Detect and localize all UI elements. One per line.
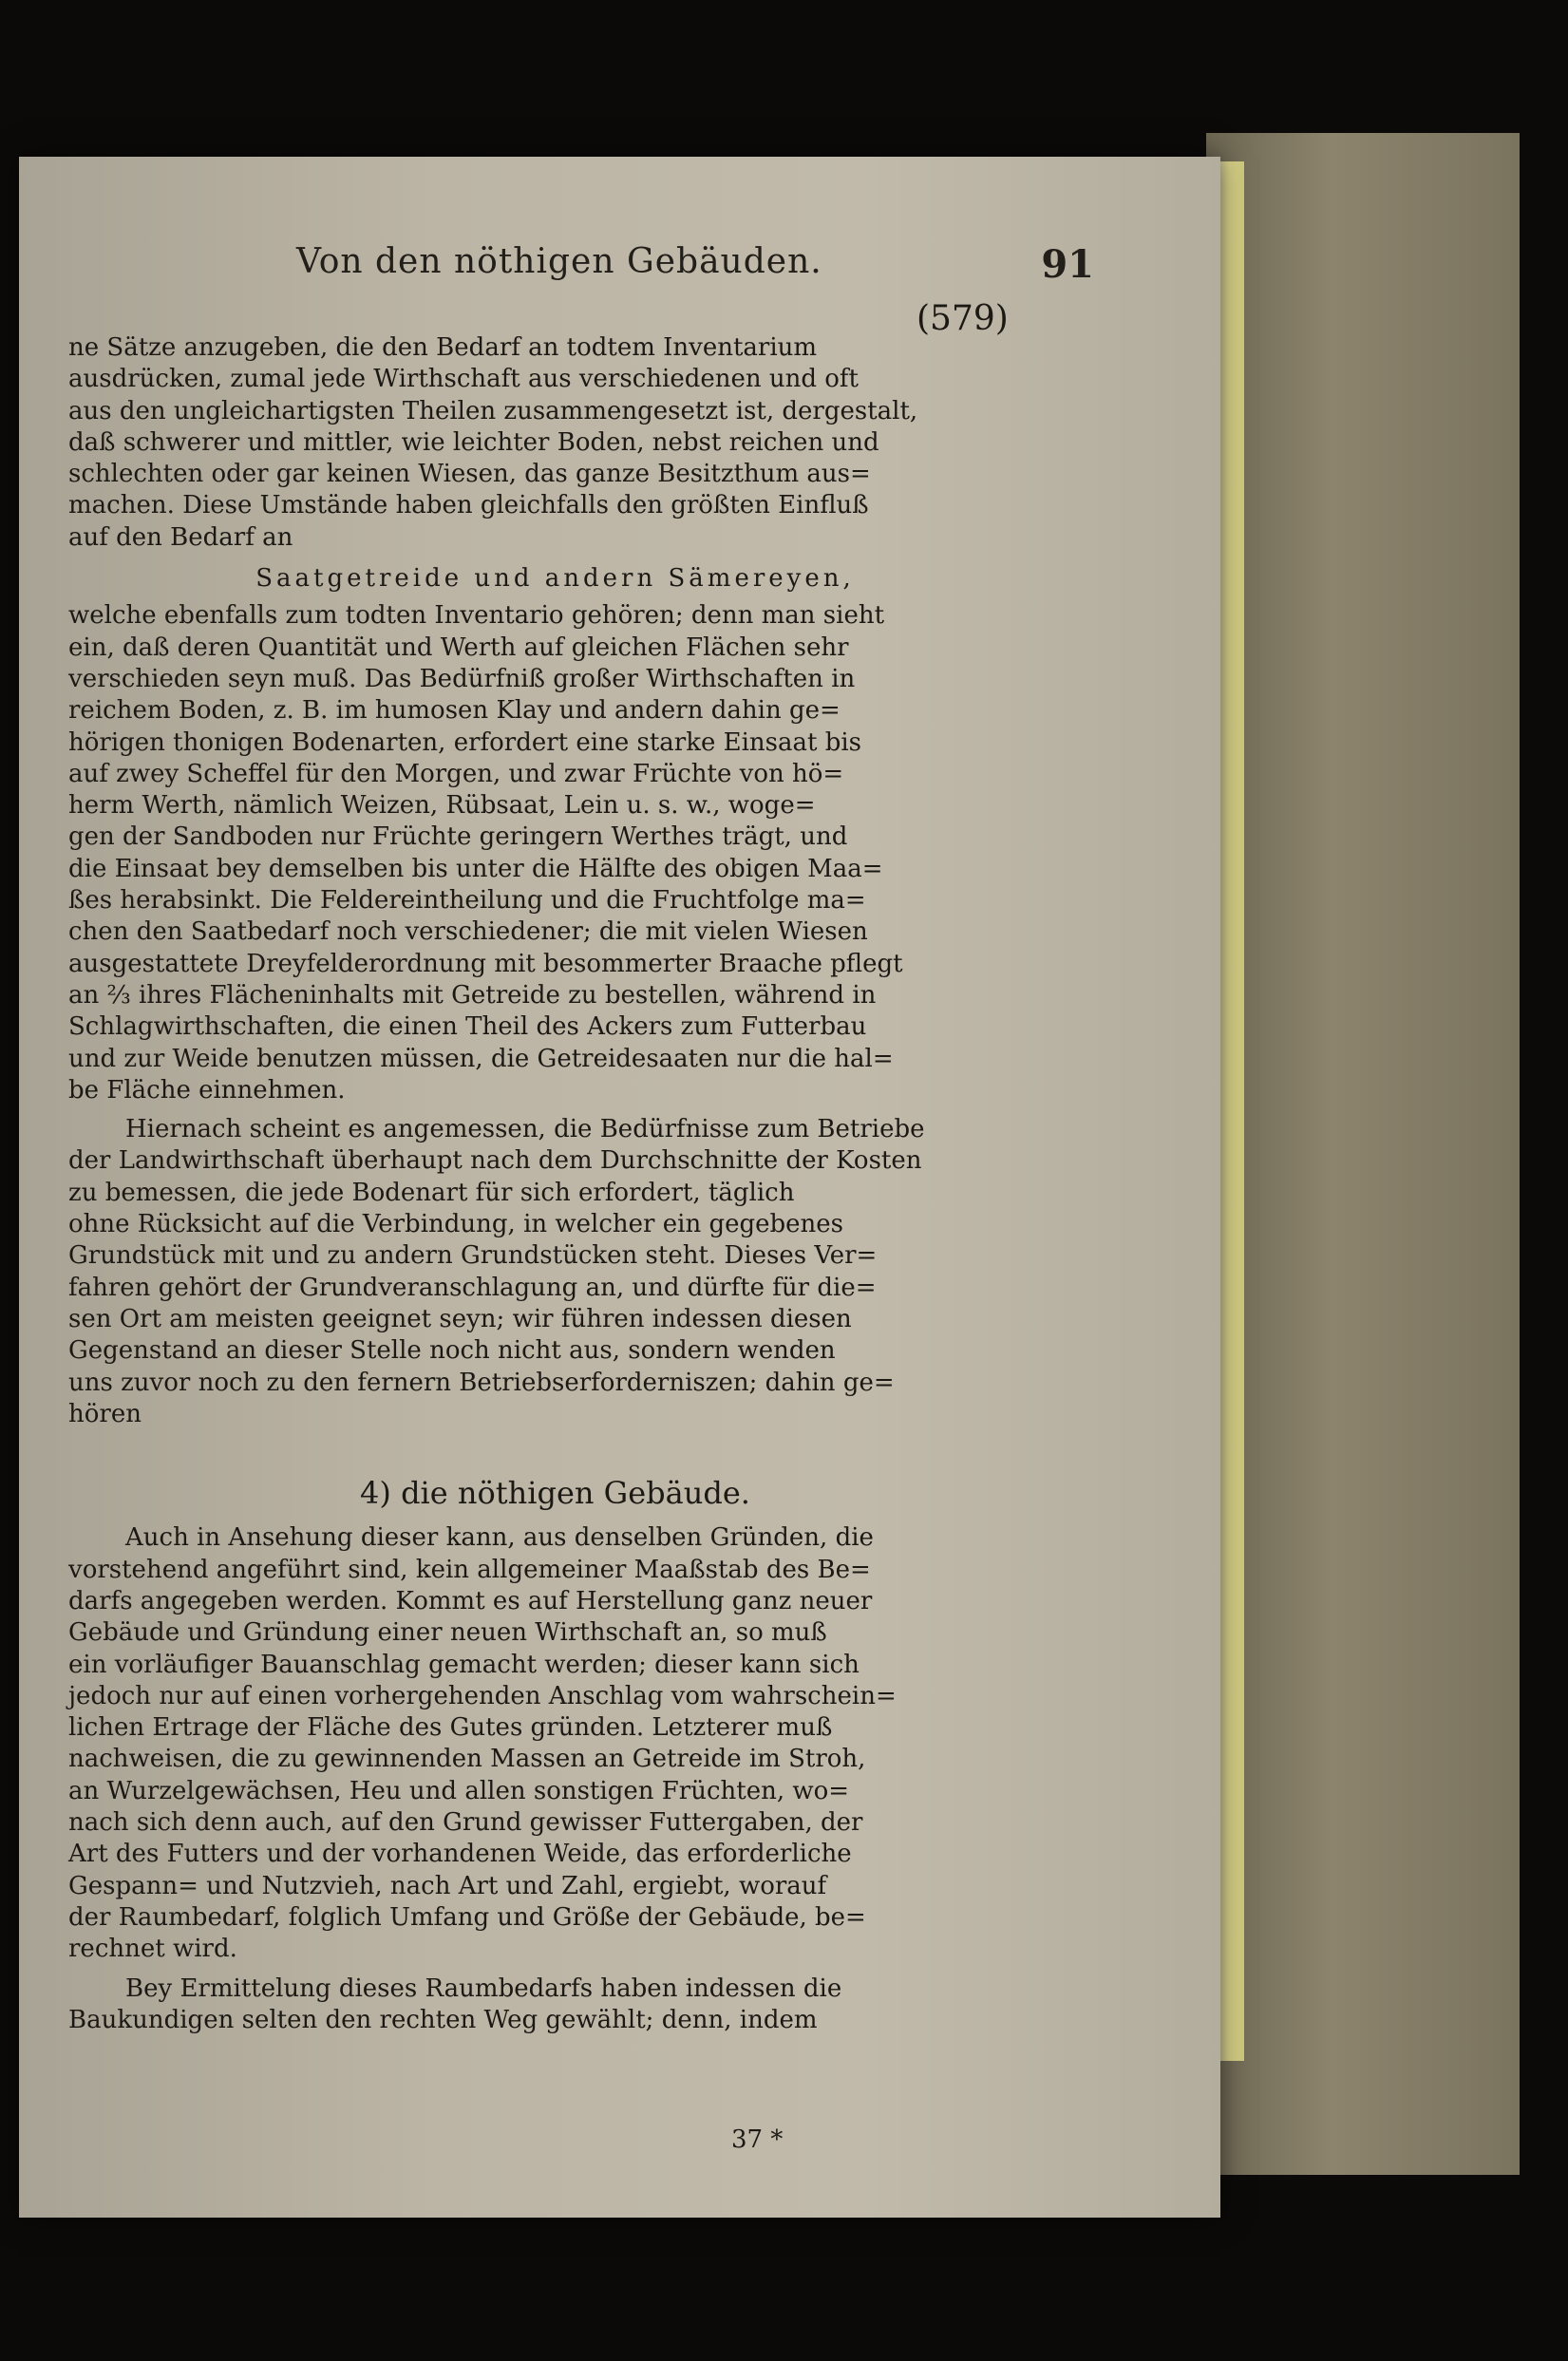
- text-line: welche ebenfalls zum todten Inventario gehören; denn man sieht: [68, 601, 885, 631]
- text-line: ein, daß deren Quantität und Werth auf gleichen Flächen sehr: [68, 633, 849, 662]
- text-line: hörigen thonigen Bodenarten, erfordert eine starke Einsaat bis: [68, 727, 862, 757]
- signature-mark: 37 *: [731, 2125, 784, 2154]
- text-line: zu bemessen, die jede Bodenart für sich erfordert, täglich: [68, 1178, 795, 1207]
- text-line: gen der Sandboden nur Früchte geringern Werthes trägt, und: [68, 822, 848, 852]
- text-line: nach sich denn auch, auf den Grund gewisser Futtergaben, der: [68, 1808, 863, 1838]
- spaced-heading: Saatgetreide und andern Sämereyen,: [255, 564, 855, 594]
- text-line: daß schwerer und mittler, wie leichter Boden, nebst reichen und: [68, 427, 879, 457]
- text-line: der Landwirthschaft überhaupt nach dem Durchschnitte der Kosten: [68, 1146, 922, 1176]
- text-line: darfs angegeben werden. Kommt es auf Herstellung ganz neuer: [68, 1586, 873, 1615]
- text-line: schlechten oder gar keinen Wiesen, das ganze Besitzthum aus=: [68, 460, 871, 489]
- text-line: be Fläche einnehmen.: [68, 1075, 346, 1105]
- text-line: aus den ungleichartigsten Theilen zusammengesetzt ist, dergestalt,: [68, 396, 918, 425]
- text-line: Bey Ermittelung dieses Raumbedarfs haben indessen die: [125, 1974, 842, 2003]
- text-line: chen den Saatbedarf noch verschiedener; die mit vielen Wiesen: [68, 917, 868, 947]
- text-line: der Raumbedarf, folglich Umfang und Größe der Gebäude, be=: [68, 1902, 866, 1932]
- text-line: Schlagwirthschaften, die einen Theil des Ackers zum Futterbau: [68, 1012, 867, 1042]
- text-line: ohne Rücksicht auf die Verbindung, in welcher ein gegebenes: [68, 1210, 844, 1239]
- text-line: ne Sätze anzugeben, die den Bedarf an todtem Inventarium: [68, 333, 818, 362]
- text-line: Auch in Ansehung dieser kann, aus denselben Gründen, die: [125, 1523, 874, 1553]
- paragraph-3: [68, 1114, 1042, 1430]
- text-line: Baukundigen selten den rechten Weg gewählt; denn, indem: [68, 2005, 818, 2034]
- text-line: auf den Bedarf an: [68, 522, 293, 552]
- book-edge: [1206, 133, 1520, 2175]
- text-line: hören: [68, 1399, 142, 1428]
- text-line: an Wurzelgewächsen, Heu und allen sonstigen Früchten, wo=: [68, 1776, 850, 1805]
- text-line: Art des Futters und der vorhandenen Weide, das erforderliche: [68, 1840, 852, 1869]
- text-line: Gebäude und Gründung einer neuen Wirthschaft an, so muß: [68, 1618, 827, 1648]
- paragraph-4: [68, 1522, 1042, 1965]
- text-line: auf zwey Scheffel für den Morgen, und zwar Früchte von hö=: [68, 759, 844, 788]
- text-line: Gespann= und Nutzvieh, nach Art und Zahl, ergiebt, worauf: [68, 1871, 827, 1900]
- text-line: reichem Boden, z. B. im humosen Klay und andern dahin ge=: [68, 696, 841, 726]
- text-line: die Einsaat bey demselben bis unter die Hälfte des obigen Maa=: [68, 854, 883, 883]
- running-head: [68, 242, 1094, 288]
- text-line: machen. Diese Umstände haben gleichfalls den größten Einfluß: [68, 491, 869, 520]
- serial-number: (579): [916, 299, 1009, 338]
- text-line: ßes herabsinkt. Die Feldereintheilung und die Fruchtfolge ma=: [68, 886, 866, 916]
- text-line: ausgestattete Dreyfelderordnung mit besommerter Braache pflegt: [68, 949, 903, 978]
- section-heading: 4) die nöthigen Gebäude.: [360, 1475, 750, 1512]
- text-line: nachweisen, die zu gewinnenden Massen an Getreide im Stroh,: [68, 1745, 866, 1774]
- text-line: rechnet wird.: [68, 1935, 237, 1964]
- body-text: [68, 332, 1042, 2036]
- text-line: fahren gehört der Grundveranschlagung an, und dürfte für die=: [68, 1273, 877, 1302]
- paragraph-5: [68, 1974, 1042, 2037]
- text-line: und zur Weide benutzen müssen, die Getreidesaaten nur die hal=: [68, 1044, 894, 1073]
- text-line: Hiernach scheint es angemessen, die Bedürfnisse zum Betriebe: [125, 1115, 925, 1144]
- paragraph-2: [68, 600, 1042, 1106]
- text-line: Gegenstand an dieser Stelle noch nicht aus, sondern wenden: [68, 1336, 836, 1366]
- text-line: uns zuvor noch zu den fernern Betriebserforderniszen; dahin ge=: [68, 1368, 895, 1397]
- text-line: an ⅔ ihres Flächeninhalts mit Getreide zu bestellen, während in: [68, 980, 877, 1010]
- page-number: 91: [1041, 242, 1094, 287]
- text-line: verschieden seyn muß. Das Bedürfniß großer Wirthschaften in: [68, 664, 856, 693]
- text-line: ausdrücken, zumal jede Wirthschaft aus verschiedenen und oft: [68, 365, 859, 394]
- text-line: jedoch nur auf einen vorhergehenden Anschlag vom wahrschein=: [68, 1681, 897, 1710]
- paragraph-1: [68, 332, 1042, 554]
- text-line: vorstehend angeführt sind, kein allgemeiner Maaßstab des Be=: [68, 1555, 871, 1584]
- text-line: ein vorläufiger Bauanschlag gemacht werden; dieser kann sich: [68, 1650, 860, 1679]
- text-line: lichen Ertrage der Fläche des Gutes gründen. Letzterer muß: [68, 1713, 833, 1743]
- text-line: herm Werth, nämlich Weizen, Rübsaat, Lein u. s. w., woge=: [68, 791, 816, 821]
- page-title: Von den nöthigen Gebäuden.: [296, 242, 822, 281]
- text-line: Grundstück mit und zu andern Grundstücken steht. Dieses Ver=: [68, 1241, 878, 1271]
- text-line: sen Ort am meisten geeignet seyn; wir führen indessen diesen: [68, 1304, 852, 1333]
